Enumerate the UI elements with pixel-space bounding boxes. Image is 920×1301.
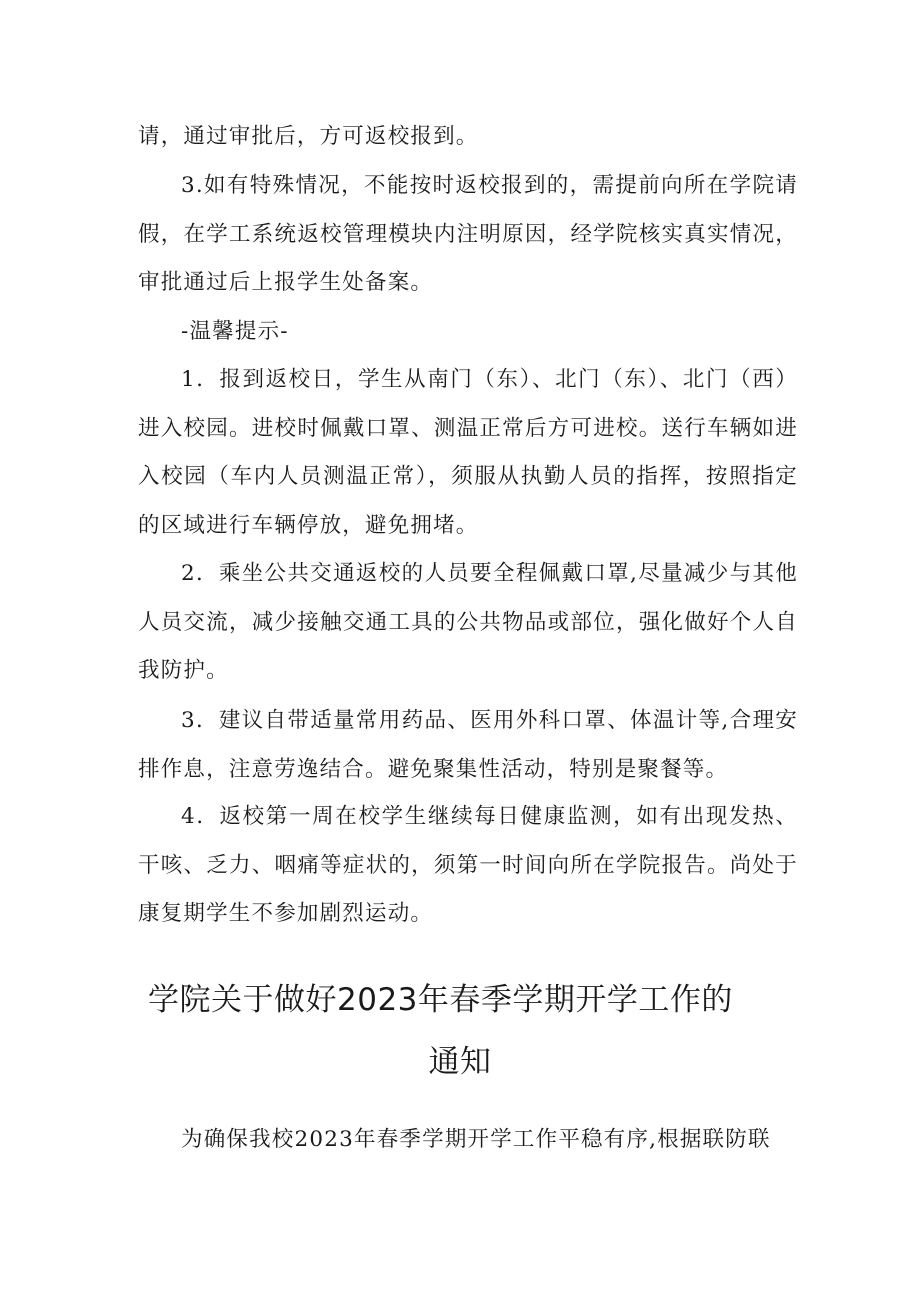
section-heading-tips: -温馨提示- xyxy=(181,319,289,344)
tip-item-3: 3．建议自带适量常用药品、医用外科口罩、体温计等,合理安排作息，注意劳逸结合。避免聚集性活动，特别是聚餐等。 xyxy=(138,708,798,782)
notice-intro-paragraph: 为确保我校2023年春季学期开学工作平稳有序,根据联防联 xyxy=(181,1127,771,1152)
paragraph-approval-continuation: 请，通过审批后，方可返校报到。 xyxy=(138,124,479,149)
tip-item-2: 2．乘坐公共交通返校的人员要全程佩戴口罩,尽量减少与其他人员交流，减少接触交通工具的公共物品或部位，强化做好个人自我防护。 xyxy=(138,561,798,683)
tip-item-4: 4．返校第一周在校学生继续每日健康监测，如有出现发热、干咳、乏力、咽痛等症状的，须第一时间向所在学院报告。尚处于康复期学生不参加剧烈运动。 xyxy=(138,804,798,926)
paragraph-special-circumstances: 3.如有特殊情况，不能按时返校报到的，需提前向所在学院请假，在学工系统返校管理模块内注明原因，经学院核实真实情况，审批通过后上报学生处备案。 xyxy=(138,173,798,295)
tip-item-1: 1．报到返校日，学生从南门（东）、北门（东）、北门（西）进入校园。进校时佩戴口罩、测温正常后方可进校。送行车辆如进入校园（车内人员测温正常），须服从执勤人员的指挥，按照指定的区域进行车辆停放，避免拥堵。 xyxy=(138,367,798,538)
notice-title-line-1: 学院关于做好2023年春季学期开学工作的 xyxy=(148,982,733,1018)
notice-title-line-2: 通知 xyxy=(428,1044,492,1080)
